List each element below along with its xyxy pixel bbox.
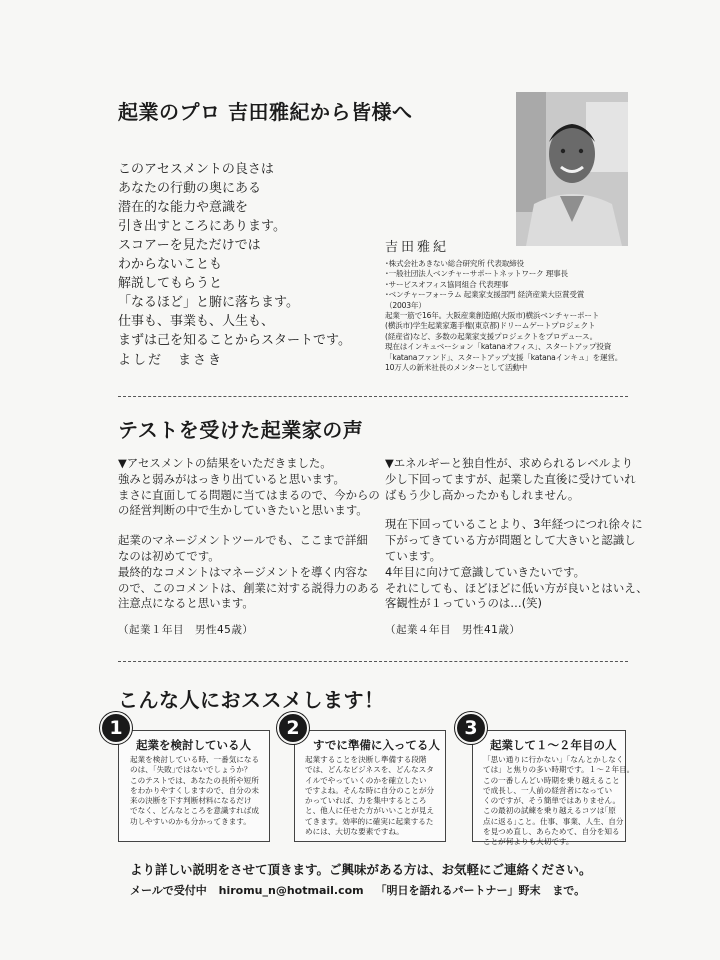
card-line: かっていれば、力を集中するところ [305, 796, 427, 806]
page-title: 起業のプロ 吉田雅紀から皆様へ [118, 100, 413, 124]
testimonial-line: まさに直面してる問題に当てはまるので、今からの [118, 487, 380, 502]
card-title: 起業して１～２年目の人 [490, 738, 617, 752]
step-number-3: 3 [455, 712, 487, 744]
testimonial-line: 強みと弱みがはっきり出ていると思います。 [118, 471, 345, 486]
portrait-illustration [516, 92, 628, 246]
bio-line: 起業一筋で16年。大阪産業創造館(大阪市)横浜ベンチャーポート [385, 311, 600, 321]
bio-line: ･一般社団法人ベンチャーサポートネットワーク 理事長 [385, 269, 568, 279]
recommend-title: こんな人におススメします！ [118, 688, 385, 712]
card-line: 起業することを決断し準備する段階 [305, 755, 427, 764]
testimonial-line: 4年目に向けて意識していきたいです。 [385, 564, 585, 579]
card-title: すでに準備に入ってる人 [313, 738, 440, 752]
message-line: わからないことも [118, 257, 223, 272]
card-title: 起業を検討している人 [136, 738, 251, 752]
message-line: このアセスメントの良さは [118, 162, 274, 177]
testimonial-left [118, 456, 378, 612]
card-line: めには、大切な要素ですね。 [305, 827, 404, 837]
partner-name: 「明日を語れるパートナー」野末 [375, 884, 541, 897]
card-line: ことが何よりも大切です。 [483, 837, 574, 847]
testimonial-line: なのは初めてです。 [118, 548, 220, 563]
card-line: をわかりやすくしますので、自分の未 [130, 785, 259, 795]
card-line: ては」と焦りの多い時期です。１～２年目。 [483, 765, 635, 775]
section-divider [118, 661, 628, 662]
testimonial-line: それにしても、ほどほどに低い方が良いとはいえ、 [385, 580, 648, 595]
testimonial-line: 客観性が１っていうのは…(笑) [385, 596, 542, 611]
message-line: スコアーを見ただけでは [118, 238, 261, 253]
message-line: 仕事も、事業も、人生も、 [118, 314, 275, 329]
bio-line: ･サービスオフィス協同組合 代表理事 [385, 279, 509, 289]
message-line: あなたの行動の奥にある [118, 181, 262, 196]
testimonial-right-meta: （起業４年目 男性41歳） [385, 624, 521, 636]
card-body [305, 755, 439, 837]
card-line: と、他人に任せた方がいいことが見え [305, 806, 435, 816]
card-line: このテストでは、あなたの長所や短所 [130, 775, 259, 785]
voices-title: テストを受けた起業家の声 [118, 418, 364, 442]
card-line: この一番しんどい時期を乗り越えること [483, 775, 620, 785]
card-line: では、どんなビジネスを、どんなスタ [305, 765, 434, 775]
card-body [483, 755, 635, 848]
card-body [130, 755, 262, 827]
bio-line: 「katanaファンド」、スタートアップ支援「katanaインキュ」を運営。 [385, 352, 623, 362]
profile-bio [385, 259, 635, 373]
testimonial-line: 最終的なコメントはマネージメントを導く内容な [118, 564, 369, 579]
testimonial-line: 下がってきている方が問題として大きいと認識し [385, 533, 636, 548]
bio-line: 10万人の新米社長のメンターとして活動中 [385, 363, 528, 373]
card-line: くのですが、そう簡単ではありません。 [483, 796, 621, 806]
message-signature: よしだ まさき [118, 353, 224, 368]
testimonial-line: 現在下回っていることより、3年経つにつれ徐々に [385, 517, 643, 532]
bio-line: ･株式会社あきない総合研究所 代表取締役 [385, 259, 524, 268]
bio-line: 現在はインキュベーション「katanaオフィス」、スタートアップ投資 [385, 342, 612, 352]
step-number-2: 2 [277, 712, 309, 744]
testimonial-line: ています。 [385, 548, 442, 563]
card-line: ですよね。そんな時に自分のことが分 [305, 785, 435, 795]
card-line: 来の決断を下す判断材料になるだけ [130, 796, 252, 806]
card-line: てきます。効率的に確実に起業するた [305, 816, 434, 826]
card-line: 起業を検討している時、一番気になる [130, 755, 260, 764]
message-block [118, 160, 408, 350]
bio-line: (経産省)など、多数の起業家支援プロジェクトをプロデュース。 [385, 331, 598, 341]
message-line: 潜在的な能力や意識を [118, 200, 249, 215]
message-line: まずは己を知ることからスタートです。 [118, 333, 351, 348]
card-line: イルでやっていくのかを確立したい [305, 775, 427, 785]
testimonial-line: ▼アセスメントの結果をいただきました。 [118, 456, 332, 470]
testimonial-line: 注意点になると思います。 [118, 596, 254, 611]
bio-line: （2003年） [385, 300, 426, 310]
contact-line [130, 882, 593, 898]
bio-line: ･ベンチャーフォーラム 起業家支援部門 経済産業大臣賞受賞 [385, 290, 585, 300]
section-divider [118, 396, 628, 397]
testimonial-line: ▼エネルギーと独自性が、求められるレベルより [385, 456, 633, 470]
card-line: でなく、どんなところを意識すれば成 [130, 806, 259, 816]
card-line: を見つめ直し、あらためて、自分を知る [483, 827, 620, 837]
message-line: 解説してもらうと [118, 276, 223, 291]
message-line: 引き出すところにあります。 [118, 219, 286, 234]
contact-suffix: まで。 [552, 884, 586, 897]
message-line: 「なるほど」と腑に落ちます。 [118, 295, 299, 310]
card-line: 「思い通りに行かない」「なんとかしなく [483, 755, 624, 764]
portrait-photo [516, 92, 628, 246]
testimonial-line: ばもう少し高かったかもしれません。 [385, 487, 580, 502]
step-number-1: 1 [100, 712, 132, 744]
bio-line: (横浜市)学生起業家選手権(東京都)ドリームゲートプロジェクト [385, 321, 596, 331]
mail-label: メールで受付中 [130, 884, 207, 897]
profile-name: 吉田雅紀 [385, 240, 450, 255]
contact-invitation: より詳しい説明をさせて頂きます。ご興味がある方は、お気軽にご連絡ください。 [130, 862, 592, 877]
card-line: のは、｢失敗｣ではないでしょうか？ [130, 765, 252, 775]
card-line: で成長し、一人前の経営者になってい [483, 785, 613, 795]
testimonial-left-meta: （起業１年目 男性45歳） [118, 624, 254, 636]
testimonial-line: の経営判断の中で生かしていきたいと思います。 [118, 503, 368, 518]
testimonial-line: 起業のマネージメントツールでも、ここまで詳細 [118, 533, 368, 548]
card-line: この最初の試練を乗り越えるコツは｢原 [483, 806, 616, 816]
card-line: 点に返る｣こと。仕事、事業、人生、自分 [483, 816, 624, 826]
testimonial-right [385, 456, 648, 612]
testimonial-line: 少し下回ってますが、起業した直後に受けていれ [385, 471, 636, 486]
card-line: 功しやすいのかも分かってきます。 [130, 816, 251, 826]
contact-email[interactable]: hiromu_n@hotmail.com [218, 884, 364, 897]
testimonial-line: ので、このコメントは、創業に対する説得力のある [118, 580, 380, 595]
